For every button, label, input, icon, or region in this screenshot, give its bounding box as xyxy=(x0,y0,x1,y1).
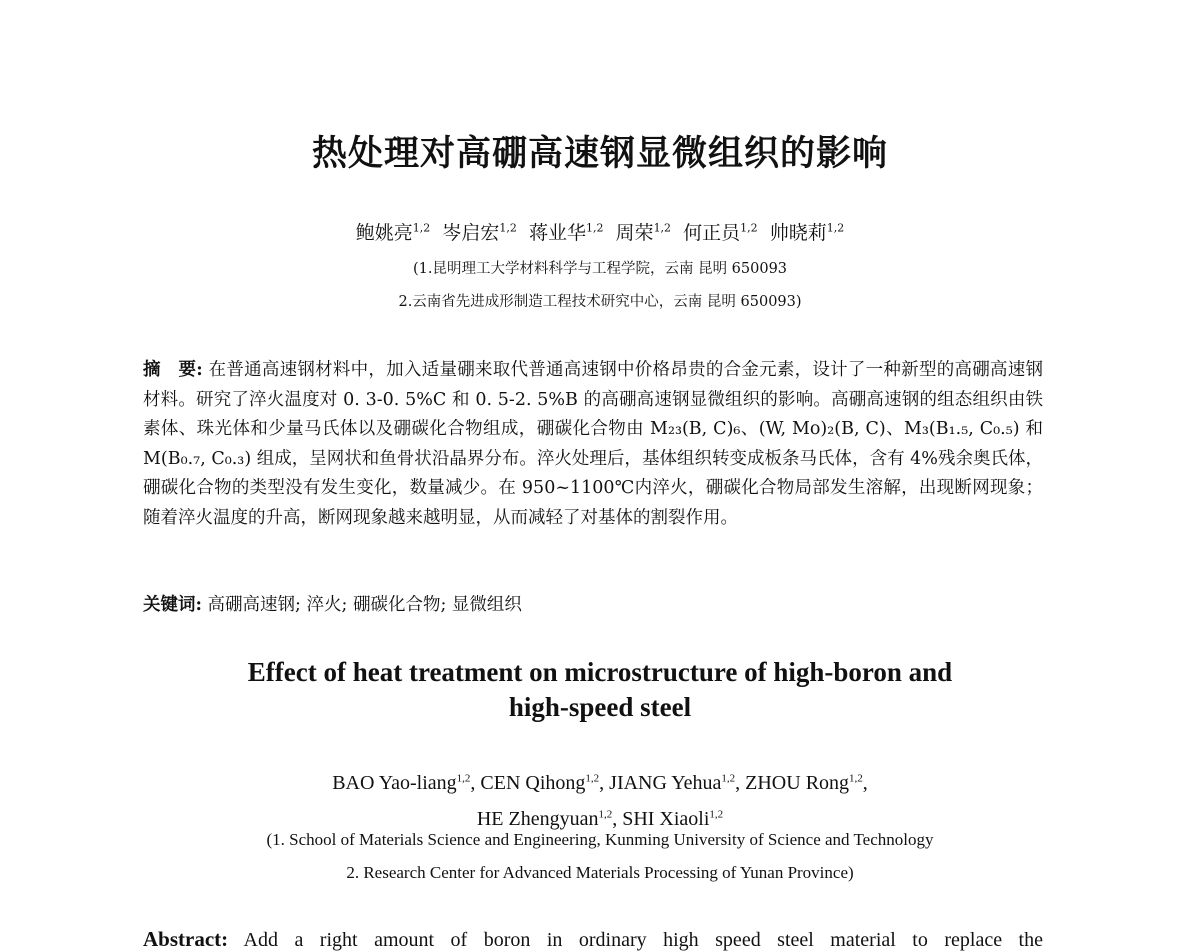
author: JIANG Yehua$^{1,2}$, xyxy=(609,771,746,794)
chinese-keywords xyxy=(143,591,522,616)
english-title xyxy=(0,655,1200,725)
english-affiliation-2: 2. Research Center for Advanced Materials Processing of Yunan Province) xyxy=(346,863,854,882)
author: CEN Qihong$^{1,2}$, xyxy=(480,771,610,794)
author: 蒋业华$^{1,2}$ xyxy=(528,221,604,244)
english-title-line-2: high-speed steel xyxy=(508,692,692,722)
abstract-text: 在普通高速钢材料中，加入适量硼来取代普通高速钢中价格昂贵的合金元素，设计了一种新型的高硼高速钢材料。研究了淬火温度对 0. 3-0. 5%C 和 0. 5-2. 5%B 的高硼高速钢显微组织的影响。高硼高速钢的组态组织由铁素体、珠光体和少量马氏体以及硼碳化合物组成，硼碳化合物由 M₂₃(B, C)₆、(W, Mo)₂(B, C)、M₃(B₁.₅, C₀.₅) 和 M(B₀.₇, C₀.₃) 组成，呈网状和鱼骨状沿晶界分布。淬火处理后，基体组织转变成板条马氏体，含有 4%残余奥氏体，硼碳化合物的类型没有发生变化，数量减少。在 950~1100℃内淬火，硼碳化合物局部发生溶解，出现断网现象；随着淬火温度的升高，断网现象越来越明显，从而减轻了对基体的割裂作用。 xyxy=(143,360,1043,528)
english-author-list xyxy=(0,762,1200,835)
chinese-title: 热处理对高硼高速钢显微组织的影响 xyxy=(311,133,888,174)
english-authors-line-1 xyxy=(0,762,1200,799)
author: 岑启宏$^{1,2}$ xyxy=(442,221,517,244)
chinese-affiliation-2: 2.云南省先进成形制造工程技术研究中心，云南 昆明 650093) xyxy=(398,294,802,310)
author: 周荣$^{1,2}$ xyxy=(615,221,672,244)
author: SHI Xiaoli$^{1,2}$ xyxy=(622,808,724,831)
chinese-affiliation-1: (1.昆明理工大学材料科学与工程学院，云南 昆明 650093 xyxy=(412,261,788,277)
english-affiliation-1: (1. School of Materials Science and Engineering, Kunming University of Science and Technology xyxy=(266,830,934,849)
author: HE Zhengyuan$^{1,2}$, xyxy=(476,808,623,831)
keywords-text: 高硼高速钢; 淬火; 硼碳化合物; 显微组织 xyxy=(201,595,522,615)
author: 帅晓莉$^{1,2}$ xyxy=(769,221,845,244)
author: ZHOU Rong$^{1,2}$, xyxy=(745,771,868,794)
abstract-label: Abstract: xyxy=(143,927,229,951)
abstract-text: Add a right amount of boron in ordinary high speed steel material to replace the xyxy=(228,929,1043,951)
author: 何正员$^{1,2}$ xyxy=(683,221,758,244)
chinese-abstract xyxy=(143,356,1043,533)
keywords-label: 关键词: xyxy=(143,595,202,615)
english-title-line-1: Effect of heat treatment on microstructure of high-boron and xyxy=(247,657,953,687)
author: BAO Yao-liang$^{1,2}$, xyxy=(332,771,481,794)
abstract-label: 摘 要: xyxy=(143,360,203,380)
chinese-author-list xyxy=(0,218,1200,245)
author: 鲍姚亮$^{1,2}$ xyxy=(355,221,431,244)
english-abstract xyxy=(143,927,1043,952)
